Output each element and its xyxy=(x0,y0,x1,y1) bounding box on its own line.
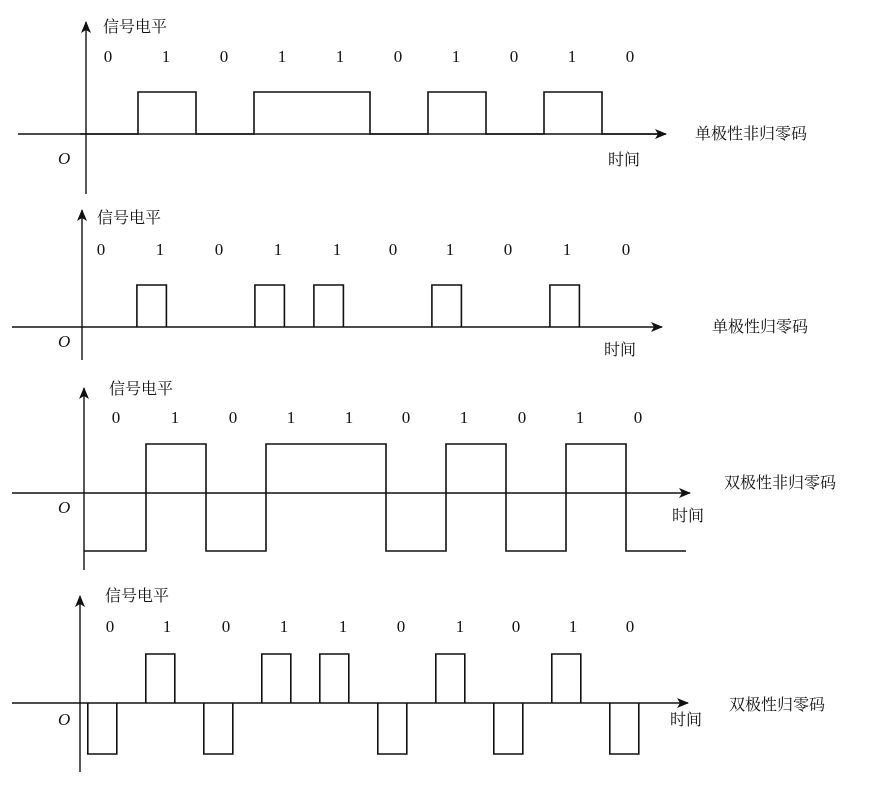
panel-1-origin-label: O xyxy=(58,149,71,168)
panel-3-waveform xyxy=(84,444,686,551)
panel-3-y-axis-label: 信号电平 xyxy=(109,379,174,398)
panel-2-x-axis-label: 时间 xyxy=(604,340,637,359)
panel-1-encoding-title: 单极性非归零码 xyxy=(695,124,808,143)
panel-3-bit-label: 0 xyxy=(401,408,411,427)
panel-4-pulse xyxy=(436,654,465,703)
panel-3-encoding-title: 双极性非归零码 xyxy=(724,473,837,492)
panel-3-bit-label: 0 xyxy=(633,408,643,427)
panel-1-bit-label: 1 xyxy=(277,47,287,66)
panel-4-bit-label: 1 xyxy=(338,617,348,636)
panel-4-pulse xyxy=(204,703,233,754)
panel-2-y-axis-label: 信号电平 xyxy=(97,208,162,227)
panel-2-encoding-title: 单极性归零码 xyxy=(712,317,809,336)
panel-4-pulse xyxy=(552,654,581,703)
panel-2-bit-label: 0 xyxy=(621,240,631,259)
panel-2-bit-label: 1 xyxy=(562,240,572,259)
panel-4-pulse xyxy=(494,703,523,754)
panel-1-bit-label: 0 xyxy=(103,47,113,66)
panel-1-bit-label: 1 xyxy=(335,47,345,66)
panel-4-encoding-title: 双极性归零码 xyxy=(729,695,826,714)
panel-1-bit-label: 0 xyxy=(393,47,403,66)
panel-3-bit-label: 1 xyxy=(459,408,469,427)
panel-4-y-axis-label: 信号电平 xyxy=(105,586,170,605)
panel-4-origin-label: O xyxy=(58,710,71,729)
panel-2-bit-label: 0 xyxy=(96,240,106,259)
panel-2-origin-label: O xyxy=(58,332,71,351)
panel-4-bit-label: 0 xyxy=(396,617,406,636)
panel-2-bit-label: 0 xyxy=(388,240,398,259)
panel-1-bit-label: 0 xyxy=(625,47,635,66)
panel-1-bit-label: 1 xyxy=(161,47,171,66)
panel-4-pulse xyxy=(378,703,407,754)
panel-3-bit-label: 0 xyxy=(111,408,121,427)
panel-4-bit-label: 0 xyxy=(221,617,231,636)
panel-4-pulse xyxy=(88,703,117,754)
panel-4-pulse xyxy=(262,654,291,703)
panel-3-bit-label: 0 xyxy=(517,408,527,427)
panel-4-pulse xyxy=(610,703,639,754)
panel-2-pulse xyxy=(314,285,344,327)
panel-4-bit-label: 1 xyxy=(568,617,578,636)
panel-1-x-axis-label: 时间 xyxy=(608,150,641,169)
panel-2-pulse xyxy=(255,285,285,327)
panel-3-origin-label: O xyxy=(58,498,71,517)
panel-1-waveform xyxy=(80,92,660,134)
panel-1-y-axis-label: 信号电平 xyxy=(103,17,168,36)
panel-2-bit-label: 0 xyxy=(214,240,224,259)
panel-4-bit-label: 1 xyxy=(162,617,172,636)
panel-2-pulse xyxy=(432,285,462,327)
panel-2-pulse xyxy=(137,285,167,327)
panel-4-pulse xyxy=(320,654,349,703)
panel-2-bit-label: 1 xyxy=(273,240,283,259)
panel-4-bit-label: 1 xyxy=(455,617,465,636)
panel-4-bit-label: 0 xyxy=(511,617,521,636)
panel-2-bit-label: 1 xyxy=(155,240,165,259)
panel-2-bit-label: 0 xyxy=(503,240,513,259)
panel-3-bit-label: 1 xyxy=(170,408,180,427)
panel-4-bit-label: 1 xyxy=(279,617,289,636)
panel-1-bit-label: 0 xyxy=(509,47,519,66)
panel-4-x-axis-label: 时间 xyxy=(670,710,703,729)
panel-2-bit-label: 1 xyxy=(332,240,342,259)
panel-2-bit-label: 1 xyxy=(445,240,455,259)
panel-3-bit-label: 0 xyxy=(228,408,238,427)
panel-4-bit-label: 0 xyxy=(105,617,115,636)
panel-1-bit-label: 1 xyxy=(451,47,461,66)
panel-3-x-axis-label: 时间 xyxy=(672,506,705,525)
panel-1-bit-label: 1 xyxy=(567,47,577,66)
panel-4-pulse xyxy=(146,654,175,703)
panel-3-bit-label: 1 xyxy=(344,408,354,427)
panel-4-bit-label: 0 xyxy=(625,617,635,636)
panel-2-pulse xyxy=(550,285,580,327)
panel-3-bit-label: 1 xyxy=(286,408,296,427)
panel-3-bit-label: 1 xyxy=(575,408,585,427)
panel-1-bit-label: 0 xyxy=(219,47,229,66)
